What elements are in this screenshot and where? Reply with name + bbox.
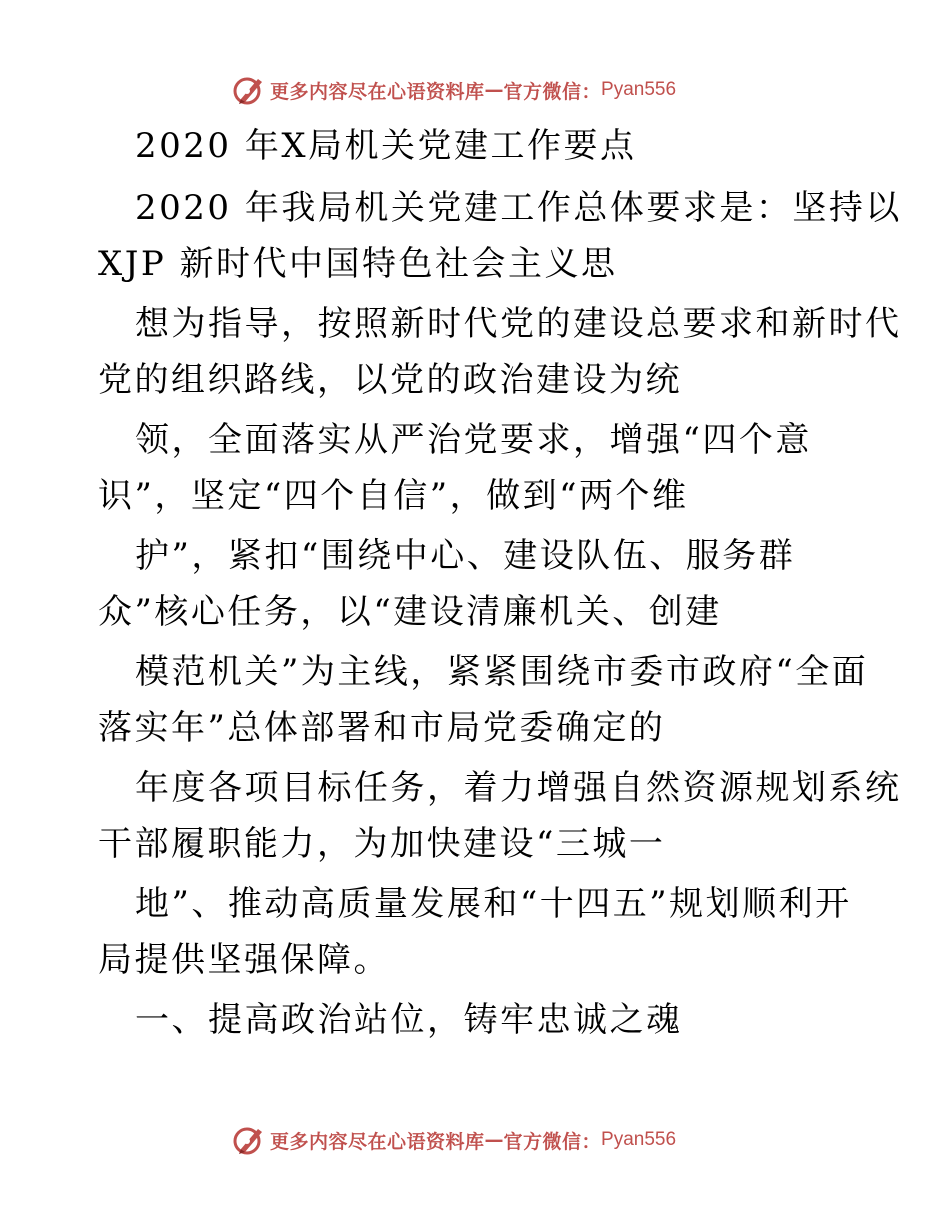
text-line: 想为指导，按照新时代党的建设总要求和新时代: [135, 304, 902, 344]
text-line: 领，全面落实从严治党要求，增强“四个意: [135, 420, 812, 460]
text-line: 众”核心任务，以“建设清廉机关、创建: [98, 592, 722, 632]
text-line: 地”、推动高质量发展和“十四五”规划顺利开: [135, 884, 852, 924]
watermark-footer: [232, 1122, 676, 1158]
watermark-account-label: 官方微信：: [503, 1130, 602, 1153]
text-line: 模范机关”为主线，紧紧围绕市委市政府“全面: [135, 652, 869, 692]
text-line: 干部履职能力，为加快建设“三城一: [98, 824, 666, 864]
text-line: 2020 年我局机关党建工作总体要求是：坚持以: [135, 188, 902, 228]
text-line: XJP 新时代中国特色社会主义思: [98, 244, 618, 284]
pen-logo-icon: [232, 73, 266, 107]
watermark-separator: —: [484, 1129, 504, 1151]
watermark-text: 更多内容尽在心语资料库: [270, 80, 485, 103]
text-line: 护”，紧扣“围绕中心、建设队伍、服务群: [135, 536, 796, 576]
watermark-separator: —: [484, 79, 504, 101]
text-line: 落实年”总体部署和市局党委确定的: [98, 708, 666, 748]
text-line: 局提供坚强保障。: [98, 940, 390, 980]
document-title: 2020 年X局机关党建工作要点: [135, 126, 637, 166]
watermark-account: Pyan556: [601, 1129, 677, 1150]
watermark-text: 更多内容尽在心语资料库: [270, 1130, 485, 1153]
watermark-account-label: 官方微信：: [503, 80, 602, 103]
text-line: 党的组织路线，以党的政治建设为统: [98, 360, 682, 400]
text-line: 识”，坚定“四个自信”，做到“两个维: [98, 476, 689, 516]
section-heading: 一、提高政治站位，铸牢忠诚之魂: [135, 1000, 683, 1040]
watermark-header: [232, 72, 676, 108]
text-line: 年度各项目标任务，着力增强自然资源规划系统: [135, 768, 902, 808]
watermark-account: Pyan556: [601, 79, 677, 100]
pen-logo-icon: [232, 1123, 266, 1157]
